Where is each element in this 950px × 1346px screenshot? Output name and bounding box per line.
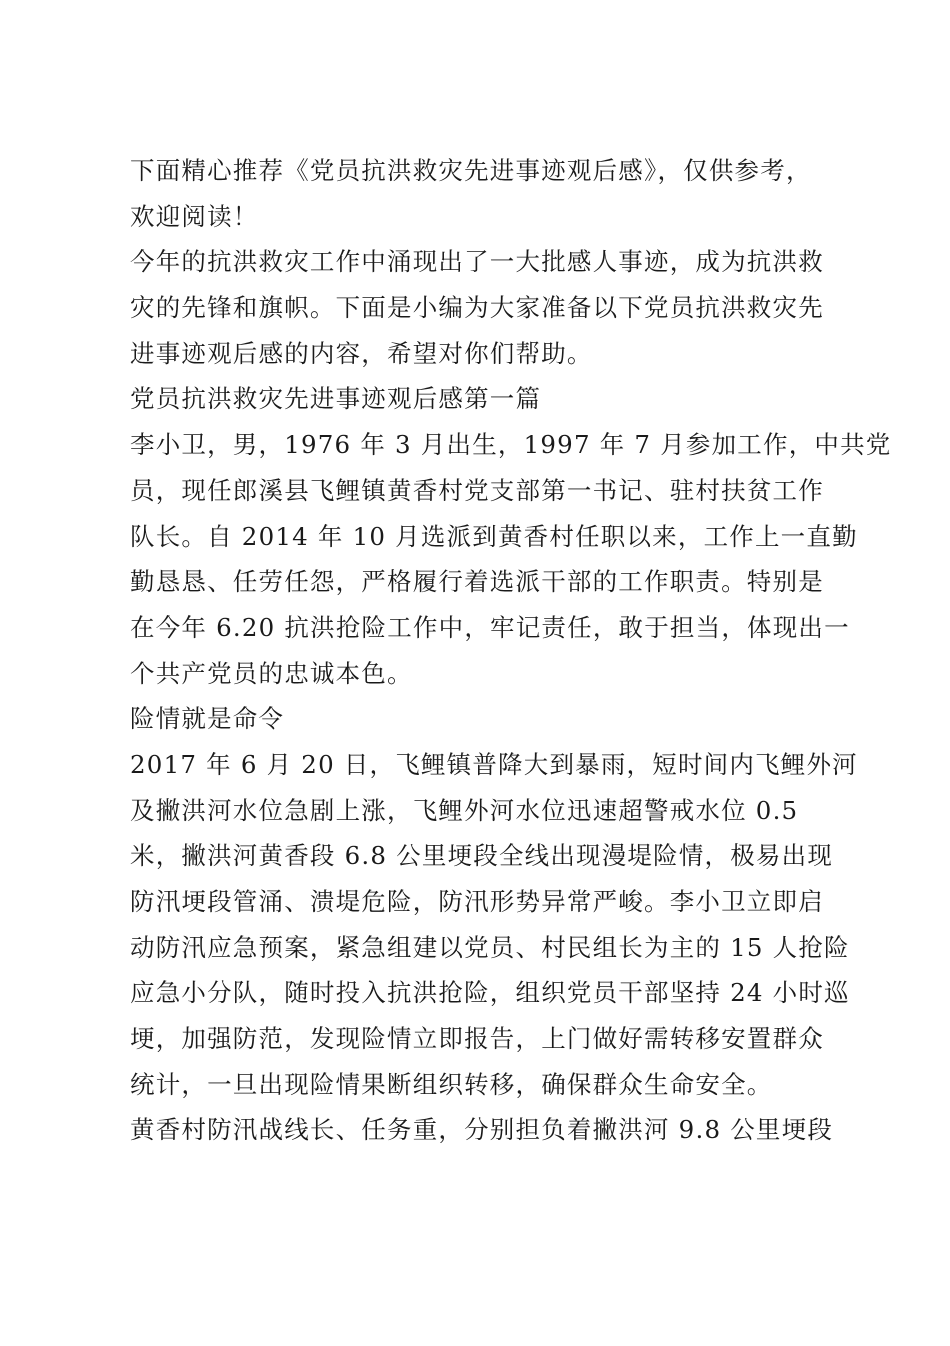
text-line: 李小卫，男，1976 年 3 月出生，1997 年 7 月参加工作，中共党 <box>130 430 892 460</box>
text-line: 在今年 6.20 抗洪抢险工作中，牢记责任，敢于担当，体现出一 <box>130 612 850 642</box>
text-line: 统计，一旦出现险情果断组织转移，确保群众生命安全。 <box>130 1069 773 1099</box>
subheading: 险情就是命令 <box>130 704 285 734</box>
text-line: 及撇洪河水位急剧上涨，飞鲤外河水位迅速超警戒水位 0.5 <box>130 795 799 825</box>
text-line: 进事迹观后感的内容，希望对你们帮助。 <box>130 338 593 368</box>
section-heading: 党员抗洪救灾先进事迹观后感第一篇 <box>130 384 542 414</box>
document-body <box>130 148 892 1153</box>
text-line: 应急小分队，随时投入抗洪抢险，组织党员干部坚持 24 小时巡 <box>130 978 850 1008</box>
text-line: 勤恳恳、任劳任怨，严格履行着选派干部的工作职责。特别是 <box>130 567 824 597</box>
text-line: 埂，加强防范，发现险情立即报告，上门做好需转移安置群众 <box>130 1024 824 1054</box>
text-line: 欢迎阅读！ <box>130 201 259 231</box>
text-line: 灾的先锋和旗帜。下面是小编为大家准备以下党员抗洪救灾先 <box>130 293 824 323</box>
text-line: 今年的抗洪救灾工作中涌现出了一大批感人事迹，成为抗洪救 <box>130 247 824 277</box>
text-line: 黄香村防汛战线长、任务重，分别担负着撇洪河 9.8 公里埂段 <box>130 1115 834 1145</box>
text-line: 队长。自 2014 年 10 月选派到黄香村任职以来，工作上一直勤 <box>130 521 858 551</box>
text-line: 2017 年 6 月 20 日，飞鲤镇普降大到暴雨，短时间内飞鲤外河 <box>130 749 858 779</box>
text-line: 米，撇洪河黄香段 6.8 公里埂段全线出现漫堤险情，极易出现 <box>130 841 834 871</box>
text-line: 下面精心推荐《党员抗洪救灾先进事迹观后感》，仅供参考， <box>130 156 812 185</box>
text-line: 防汛埂段管涌、溃堤危险，防汛形势异常严峻。李小卫立即启 <box>130 887 824 916</box>
text-line: 员，现任郎溪县飞鲤镇黄香村党支部第一书记、驻村扶贫工作 <box>130 475 824 505</box>
text-line: 动防汛应急预案，紧急组建以党员、村民组长为主的 15 人抢险 <box>130 932 850 962</box>
text-line: 个共产党员的忠诚本色。 <box>130 658 413 688</box>
